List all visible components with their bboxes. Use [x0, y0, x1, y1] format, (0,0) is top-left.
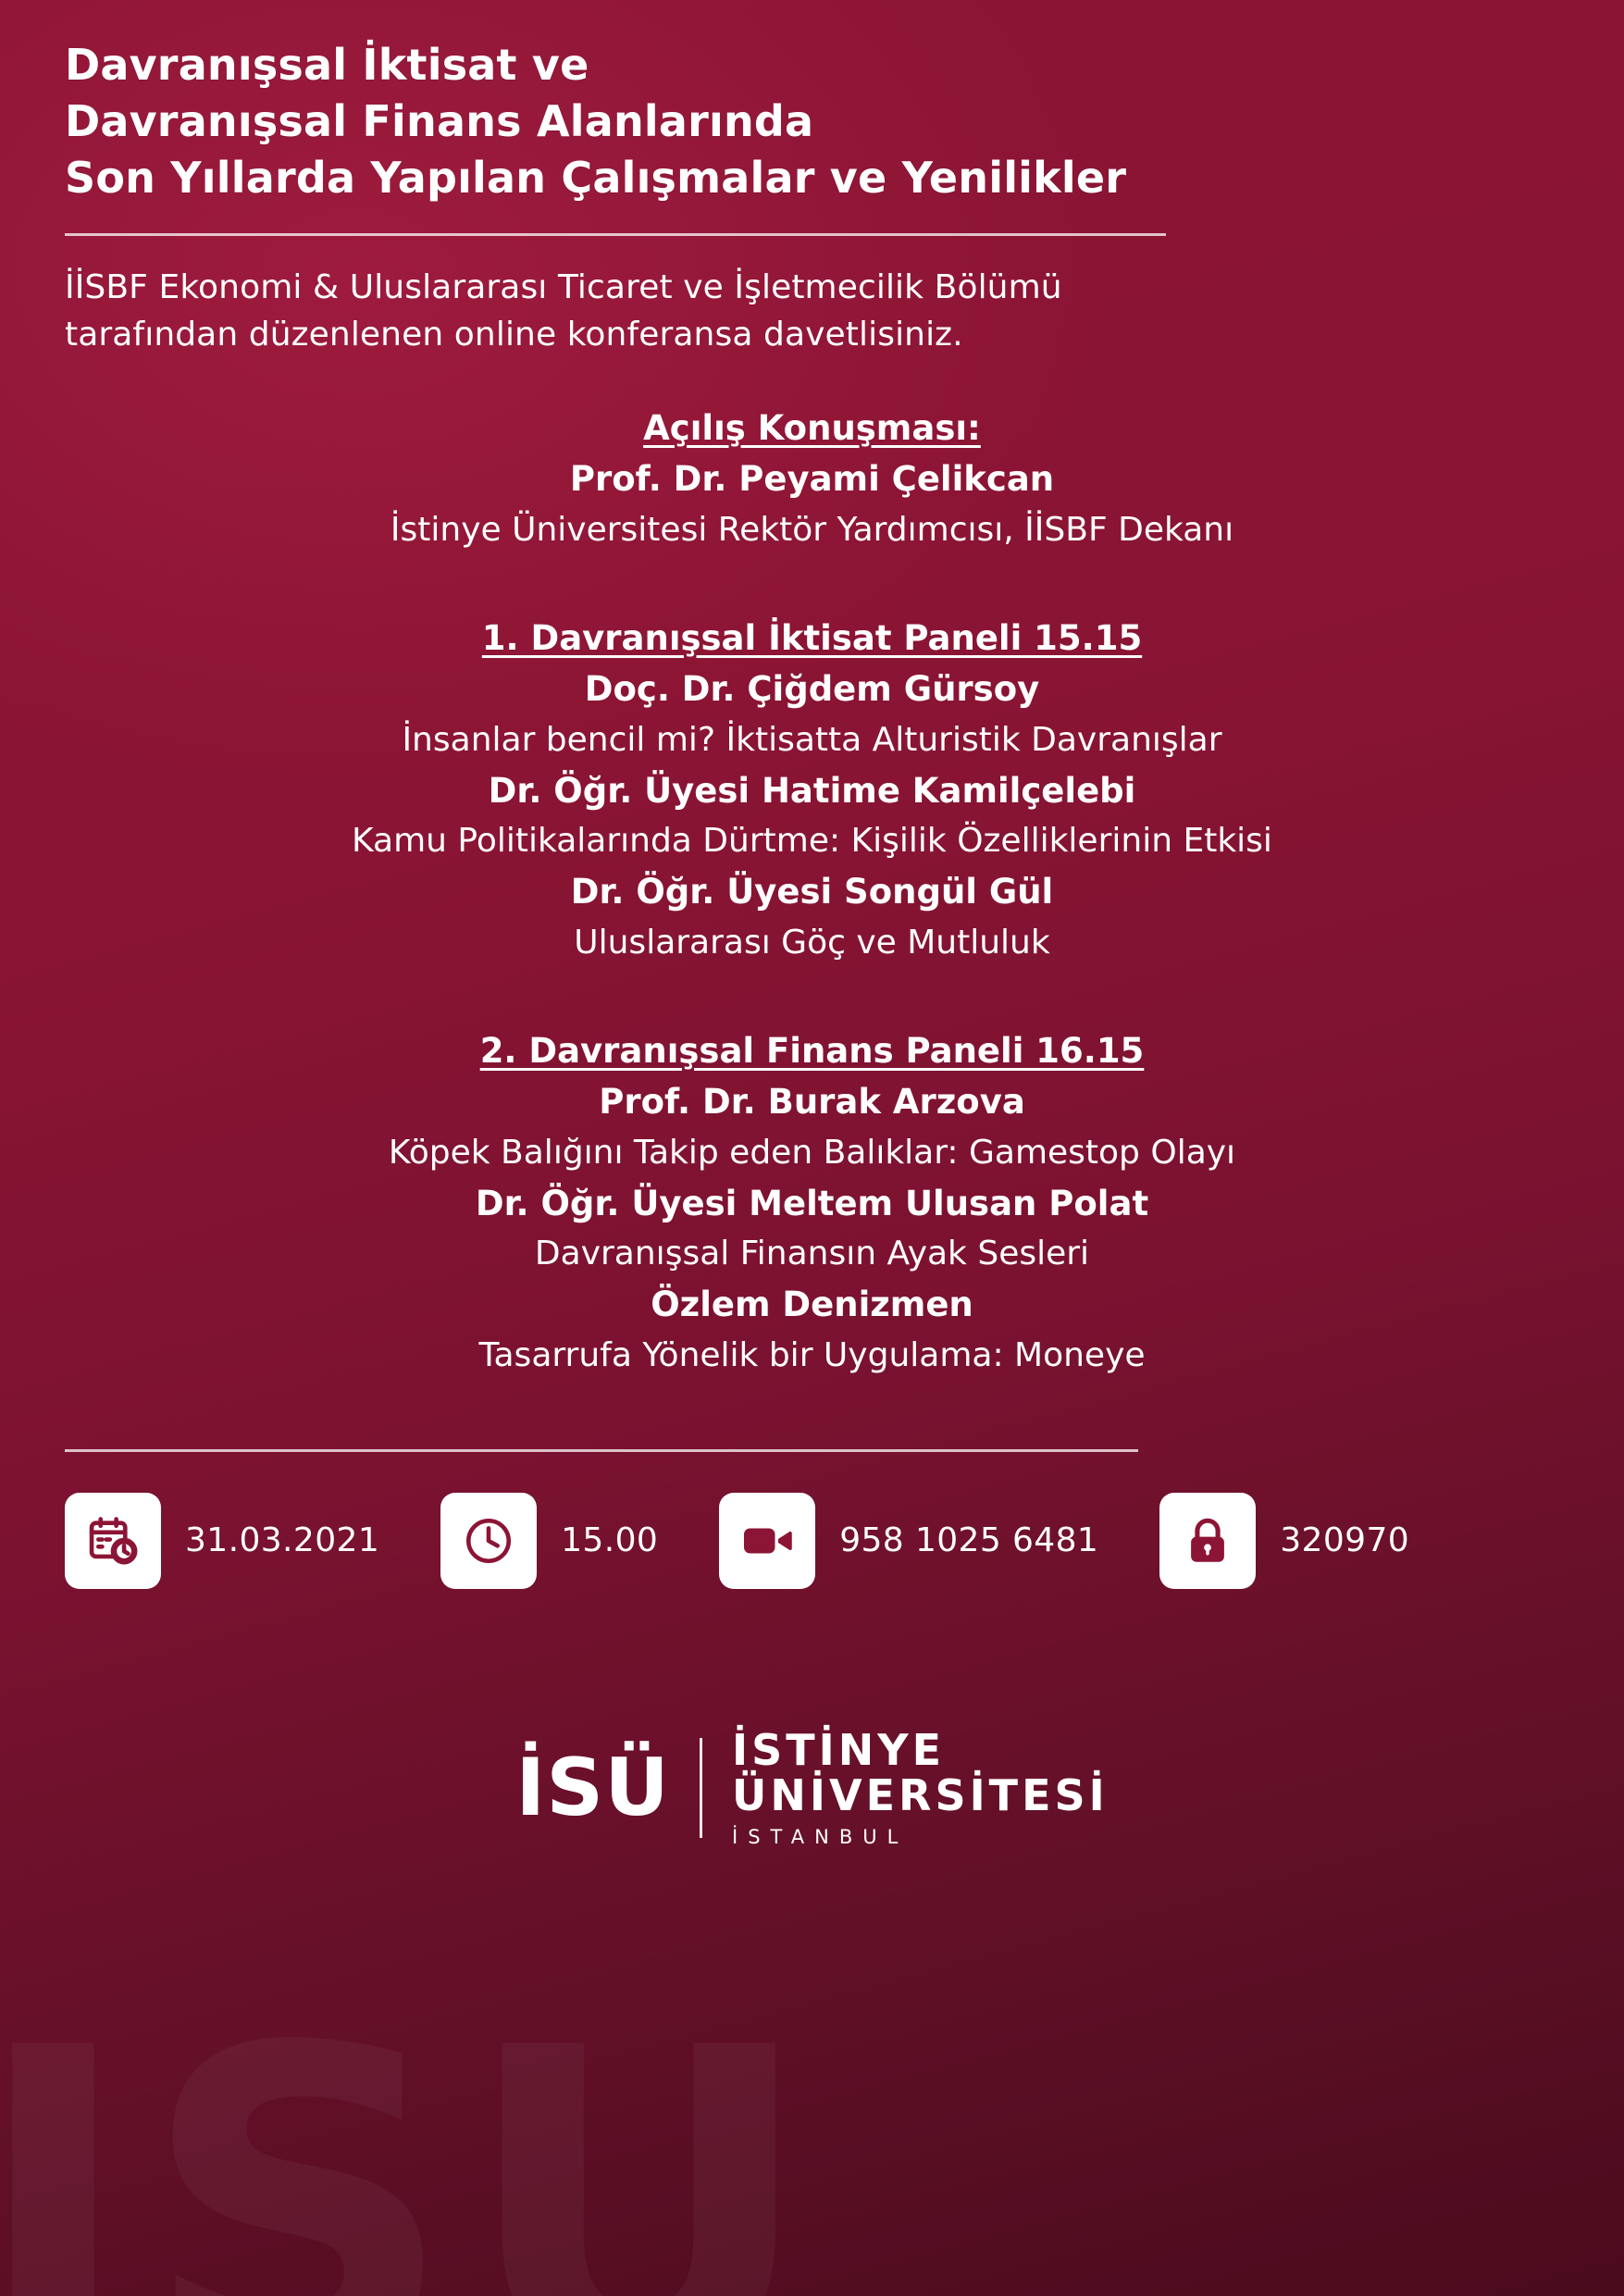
spacer-1 [65, 555, 1559, 613]
logo-mark: İSÜ [515, 1741, 671, 1834]
title-line-1: Davranışsal İktisat ve [65, 40, 589, 90]
panel1-speaker-1-topic: İnsanlar bencil mi? İktisatta Alturistik Davranışlar [402, 720, 1222, 759]
calendar-clock-icon [65, 1493, 161, 1589]
panel2-speaker-2-topic: Davranışsal Finansın Ayak Sesleri [534, 1235, 1090, 1273]
spacer-2 [65, 968, 1559, 1025]
panel1-heading: 1. Davranışsal İktisat Paneli 15.15 [481, 617, 1143, 658]
meeting-id: 958 1025 6481 [839, 1521, 1099, 1560]
info-item-date [65, 1493, 379, 1589]
intro-text [65, 264, 1559, 358]
info-item-meeting-id [719, 1493, 1098, 1589]
panel1-speaker-3-name: Dr. Öğr. Üyesi Songül Gül [570, 872, 1054, 912]
opening-speaker-name: Prof. Dr. Peyami Çelikcan [569, 459, 1055, 500]
panel2-speaker-3-topic: Tasarrufa Yönelik bir Uygulama: Moneye [478, 1335, 1146, 1374]
panel1-speaker-1-name: Doç. Dr. Çiğdem Gürsoy [584, 669, 1040, 710]
logo-name-line-1: İSTİNYE [732, 1724, 945, 1775]
clock-icon [440, 1493, 537, 1589]
opening-speaker-affiliation: İstinye Üniversitesi Rektör Yardımcısı, İİSBF Dekanı [390, 510, 1234, 549]
logo-name-line-2: ÜNİVERSİTESİ [732, 1770, 1109, 1821]
lock-icon [1159, 1493, 1256, 1589]
isu-watermark [0, 2004, 823, 2296]
info-item-passcode [1159, 1493, 1409, 1589]
video-camera-icon [719, 1493, 815, 1589]
panel2-heading: 2. Davranışsal Finans Paneli 16.15 [479, 1030, 1145, 1071]
panel2-speaker-3-name: Özlem Denizmen [651, 1285, 973, 1325]
panel1-speaker-2-topic: Kamu Politikalarında Dürtme: Kişilik Özelliklerinin Etkisi [352, 822, 1272, 861]
panel2-speaker-1-topic: Köpek Balığını Takip eden Balıklar: Gamestop Olayı [388, 1133, 1236, 1172]
footer-divider [65, 1449, 1138, 1452]
passcode: 320970 [1280, 1521, 1410, 1560]
panel2-speaker-2-name: Dr. Öğr. Üyesi Meltem Ulusan Polat [475, 1183, 1149, 1223]
university-logo [65, 1724, 1559, 1849]
event-info-row [65, 1493, 1559, 1589]
title-divider [65, 233, 1166, 236]
panel1-speaker-2-name: Dr. Öğr. Üyesi Hatime Kamilçelebi [488, 770, 1136, 811]
poster-title [65, 0, 1559, 207]
panel2-speaker-1-name: Prof. Dr. Burak Arzova [599, 1082, 1025, 1123]
panel1-speaker-3-topic: Uluslararası Göç ve Mutluluk [574, 923, 1050, 962]
info-item-time [440, 1493, 658, 1589]
program-section [65, 403, 1559, 1381]
event-time: 15.00 [561, 1521, 659, 1560]
event-date: 31.03.2021 [185, 1521, 380, 1560]
title-line-3: Son Yıllarda Yapılan Çalışmalar ve Yenilikler [65, 153, 1127, 204]
logo-city: İSTANBUL [732, 1826, 909, 1849]
intro-line-1: İİSBF Ekonomi & Uluslararası Ticaret ve İşletmecilik Bölümü [65, 267, 1062, 306]
opening-heading: Açılış Konuşması: [643, 407, 981, 448]
title-line-2: Davranışsal Finans Alanlarında [65, 96, 814, 147]
intro-line-2: tarafından düzenlenen online konferansa davetlisiniz. [65, 315, 963, 354]
logo-wordmark [702, 1724, 1109, 1849]
